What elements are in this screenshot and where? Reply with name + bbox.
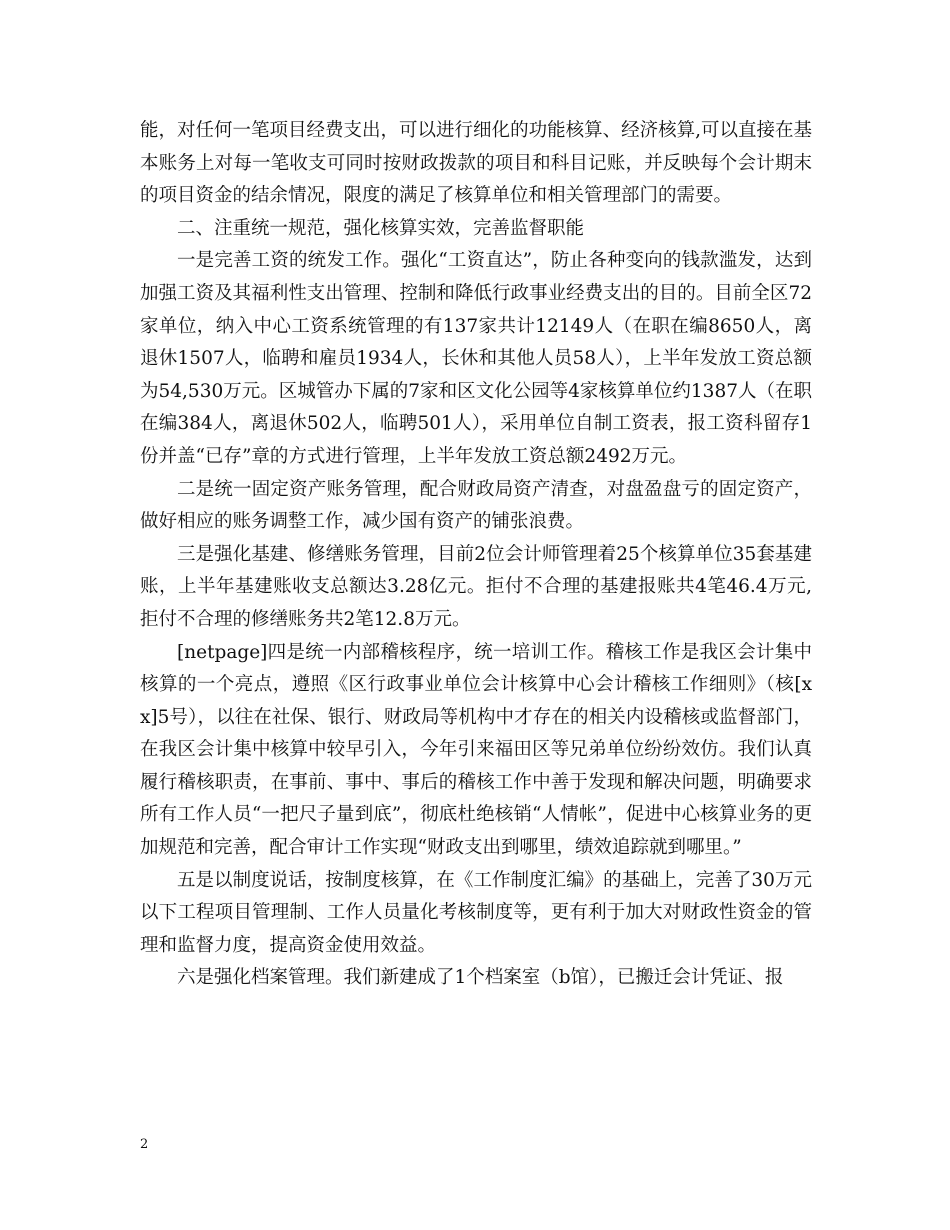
paragraph-fixed-assets: 二是统一固定资产账务管理，配合财政局资产清查，对盘盈盘亏的固定资产，做好相应的账务调整工作，减少国有资产的铺张浪费。 xyxy=(140,478,812,533)
paragraph-regulations: 五是以制度说话，按制度核算，在《工作制度汇编》的基础上，完善了30万元以下工程项目管理制、工作人员量化考核制度等，更有利于加大对财政性资金的管理和监督力度，提高资金使用效益。 xyxy=(140,869,812,956)
paragraph-continuation: 能，对任何一笔项目经费支出，可以进行细化的功能核算、经济核算,可以直接在基本账务上对每一笔收支可同时按财政拨款的项目和科目记账，并反映每个会计期末的项目资金的结余情况，限度的满足了核算单位和相关管理部门的需要。 xyxy=(140,120,812,207)
paragraph-archives: 六是强化档案管理。我们新建成了1个档案室（b馆），已搬迁会计凭证、报 xyxy=(177,967,784,989)
section-heading: 二、注重统一规范，强化核算实效，完善监督职能 xyxy=(177,217,585,239)
paragraph-construction: 三是强化基建、修缮账务管理，目前2位会计师管理着25个核算单位35套基建账，上半年基建账收支总额达3.28亿元。拒付不合理的基建报账共4笔46.4万元,拒付不合理的修缮账务共2笔12.8万元。 xyxy=(140,543,812,630)
paragraph-audit: [netpage]四是统一内部稽核程序，统一培训工作。稽核工作是我区会计集中核算的一个亮点，遵照《区行政事业单位会计核算中心会计稽核工作细则》（核[xx]5号），以往在社保、银行、财政局等机构中才存在的相关内设稽核或监督部门，在我区会计集中核算中较早引入，今年引来福田区等兄弟单位纷纷效仿。我们认真履行稽核职责，在事前、事中、事后的稽核工作中善于发现和解决问题，明确要求所有工作人员“一把尺子量到底”，彻底杜绝核销“人情帐”，促进中心核算业务的更加规范和完善，配合审计工作实现“财政支出到哪里，绩效追踪就到哪里。” xyxy=(140,641,812,859)
document-body xyxy=(140,115,812,995)
page-number: 2 xyxy=(140,1137,149,1152)
paragraph-salary: 一是完善工资的统发工作。强化“工资直达”，防止各种变向的钱款滥发，达到加强工资及其福利性支出管理、控制和降低行政事业经费支出的目的。目前全区72家单位，纳入中心工资系统管理的有137家共计12149人（在职在编8650人，离退休1507人，临聘和雇员1934人，长休和其他人员58人），上半年发放工资总额为54,530万元。区城管办下属的7家和区文化公园等4家核算单位约1387人（在职在编384人，离退休502人，临聘501人），采用单位自制工资表，报工资科留存1份并盖“已存”章的方式进行管理，上半年发放工资总额2492万元。 xyxy=(140,250,812,467)
